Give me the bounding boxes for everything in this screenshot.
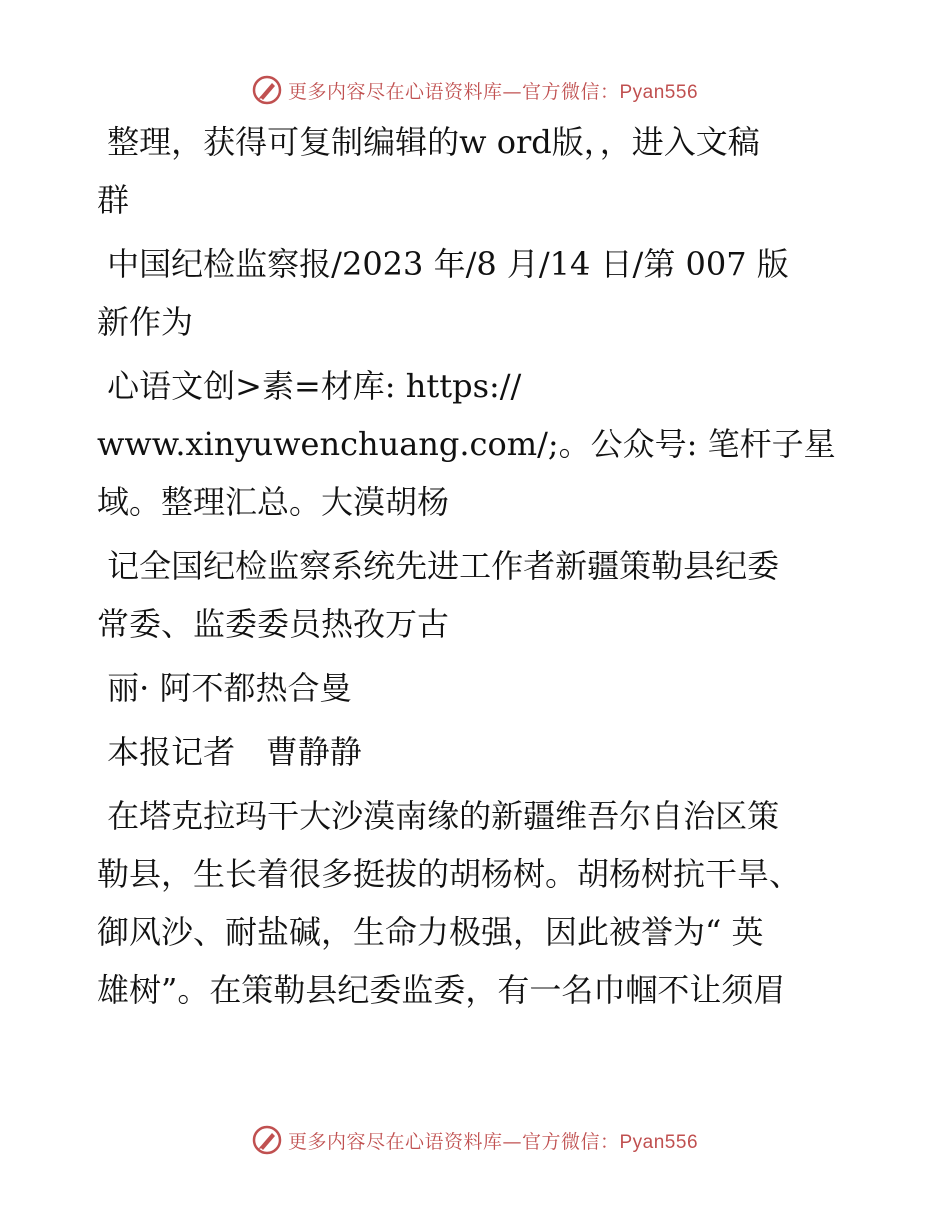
pen-logo-icon xyxy=(252,1125,282,1155)
paragraph-line: 域。整理汇总。大漠胡杨 xyxy=(97,483,450,521)
paragraph-line: 新作为 xyxy=(97,303,194,341)
footer-banner-text xyxy=(288,1127,698,1154)
paragraph-line: 记全国纪检监察系统先进工作者新疆策勒县纪委 xyxy=(97,547,780,585)
paragraph-line: 丽· 阿不都热合曼 xyxy=(97,669,352,707)
header-banner xyxy=(0,70,950,110)
paragraph-line: 中国纪检监察报/2023 年/8 月/14 日/第 007 版 xyxy=(97,245,789,283)
paragraph-3 xyxy=(97,537,857,653)
footer-banner xyxy=(0,1120,950,1160)
paragraph-line: 常委、监委委员热孜万古 xyxy=(97,605,450,643)
paragraph-line: 在塔克拉玛干大沙漠南缘的新疆维吾尔自治区策 xyxy=(97,797,780,835)
paragraph-1 xyxy=(97,235,857,351)
paragraph-2 xyxy=(97,357,857,531)
header-banner-brand: Pyan556 xyxy=(619,81,699,103)
paragraph-line: 勒县，生长着很多挺拔的胡杨树。胡杨树抗干旱、 xyxy=(97,855,802,893)
pen-logo-icon xyxy=(252,75,282,105)
footer-banner-brand: Pyan556 xyxy=(619,1131,699,1153)
paragraph-6 xyxy=(97,787,857,1019)
paragraph-line: 雄树”。在策勒县纪委监委，有一名巾帼不让须眉 xyxy=(97,971,786,1009)
paragraph-line: 本报记者 曹静静 xyxy=(97,733,362,771)
paragraph-line: 心语文创>素=材库: https:// xyxy=(97,367,522,405)
paragraph-line: www.xinyuwenchuang.com/;。公众号: 笔杆子星 xyxy=(97,425,836,463)
footer-banner-label: 更多内容尽在心语资料库—官方微信： xyxy=(287,1130,620,1153)
paragraph-5 xyxy=(97,723,857,781)
header-banner-label: 更多内容尽在心语资料库—官方微信： xyxy=(287,80,620,103)
document-body xyxy=(97,113,857,1025)
paragraph-line: 御风沙、耐盐碱，生命力极强，因此被誉为“ 英 xyxy=(97,913,764,951)
paragraph-line: 群 xyxy=(97,181,130,219)
header-banner-text xyxy=(288,77,698,104)
paragraph-line: 整理，获得可复制编辑的w ord版，，进入文稿 xyxy=(97,123,760,161)
paragraph-4 xyxy=(97,659,857,717)
paragraph-0 xyxy=(97,113,857,229)
